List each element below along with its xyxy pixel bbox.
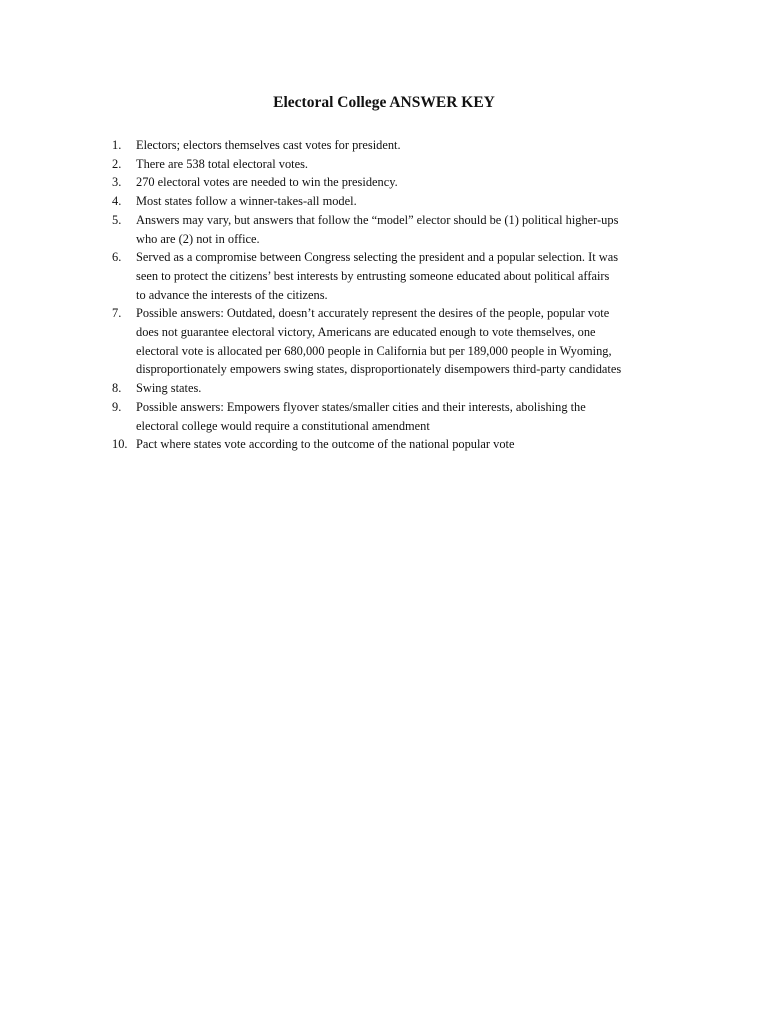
answer-line: does not guarantee electoral victory, Americans are educated enough to vote themselves, one: [136, 325, 596, 340]
answer-line: electoral college would require a constitutional amendment: [136, 418, 430, 433]
answer-number: 6.: [112, 250, 122, 265]
answer-line: Pact where states vote according to the outcome of the national popular vote: [136, 437, 515, 452]
answer-line: to advance the interests of the citizens.: [136, 287, 328, 302]
answer-line: Answers may vary, but answers that follow the “model” elector should be (1) political higher-ups: [136, 212, 619, 227]
answer-item: [112, 192, 692, 211]
answer-item: [112, 173, 692, 192]
answer-text: [136, 173, 692, 192]
answer-item: [112, 398, 692, 435]
answer-list: [112, 136, 692, 454]
answer-number: 4.: [112, 194, 122, 209]
answer-number: 5.: [112, 212, 122, 227]
answer-number: 9.: [112, 399, 122, 414]
answer-item: [112, 155, 692, 174]
answer-number: 2.: [112, 156, 122, 171]
answer-line: Possible answers: Empowers flyover states/smaller cities and their interests, abolishing the: [136, 399, 586, 414]
answer-line: Electors; electors themselves cast votes for president.: [136, 138, 401, 152]
answer-number: 8.: [112, 381, 122, 396]
answer-text: [136, 136, 692, 155]
answer-line: disproportionately empowers swing states, disproportionately disempowers third-party candidates: [136, 362, 622, 377]
answer-text: [136, 304, 692, 379]
answer-item: [112, 379, 692, 398]
answer-text: [136, 248, 692, 304]
answer-number: 3.: [112, 175, 122, 190]
answer-line: Possible answers: Outdated, doesn’t accurately represent the desires of the people, popular vote: [136, 306, 610, 321]
answer-item: [112, 136, 692, 155]
answer-text: [136, 211, 692, 248]
answer-line: Swing states.: [136, 381, 202, 396]
answer-item: [112, 248, 692, 304]
answer-line: Most states follow a winner-takes-all model.: [136, 194, 357, 209]
answer-line: 270 electoral votes are needed to win the presidency.: [136, 175, 398, 190]
answer-text: [136, 192, 692, 211]
answer-text: [136, 379, 692, 398]
answer-number: 10.: [112, 437, 128, 452]
answer-text: [136, 435, 692, 454]
answer-item: [112, 304, 692, 379]
answer-line: electoral vote is allocated per 680,000 people in California but per 189,000 people in Wyoming,: [136, 343, 612, 358]
answer-line: Served as a compromise between Congress selecting the president and a popular selection. It was: [136, 250, 619, 265]
answer-line: who are (2) not in office.: [136, 231, 260, 246]
answer-line: There are 538 total electoral votes.: [136, 156, 309, 171]
answer-text: [136, 155, 692, 174]
answer-item: [112, 435, 692, 454]
answer-line: seen to protect the citizens’ best interests by entrusting someone educated about political affairs: [136, 268, 610, 283]
answer-text: [136, 398, 692, 435]
answer-number: 1.: [112, 138, 122, 152]
page-title: Electoral College ANSWER KEY: [273, 94, 495, 111]
answer-item: [112, 211, 692, 248]
answer-number: 7.: [112, 306, 122, 321]
